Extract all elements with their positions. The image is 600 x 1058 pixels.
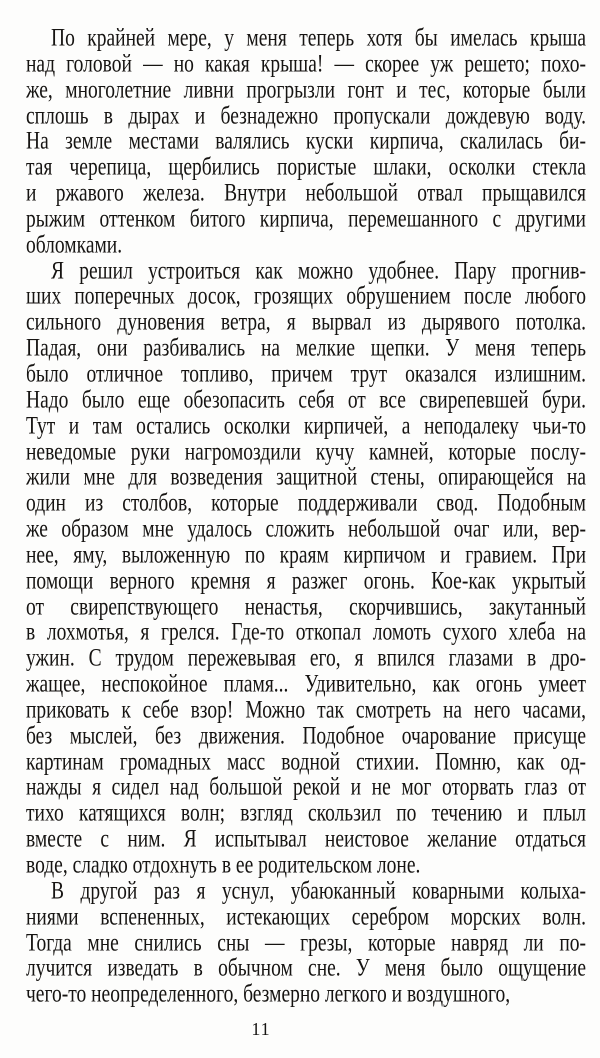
text-line: помощи верного кремня я разжег огонь. Кое-как укрытый xyxy=(26,567,586,595)
text-line: от свирепствующего ненастья, скорчившись, закутанный xyxy=(26,593,586,621)
text-line: чего-то неопределенного, безмерно легкого и воздушного, xyxy=(26,980,511,1009)
text-line: же образом мне удалось сложить небольшой очаг или, вер- xyxy=(26,515,586,544)
text-line: тихо катящихся волн; взгляд скользил по течению и плыл xyxy=(26,800,586,828)
text-line: нажды я сидел над большой рекой и не мог оторвать глаз от xyxy=(26,774,586,802)
text-line: ужин. С трудом пережевывая его, я впился глазами в дро- xyxy=(26,644,586,673)
paragraph xyxy=(26,259,586,879)
text-line: картинам громадных масс водной стихии. Помню, как од- xyxy=(26,748,586,776)
text-line: жащее, неспокойное пламя... Удивительно, как огонь умеет xyxy=(26,670,586,699)
text-line: без мыслей, без движения. Подобное очарование присуще xyxy=(26,722,586,750)
text-line: Надо было еще обезопасить себя от все свирепевшей бури. xyxy=(26,386,586,414)
text-line: жили мне для возведения защитной стены, опирающейся на xyxy=(26,464,586,492)
text-line: нее, яму, выложенную по краям кирпичом и гравием. При xyxy=(26,541,586,569)
text-line: Тогда мне снились сны — грезы, которые навряд ли по- xyxy=(26,929,586,957)
text-line: один из столбов, которые поддерживали свод. Подобным xyxy=(26,489,586,518)
text-line: приковать к себе взор! Можно так смотреть на него часами, xyxy=(26,696,586,724)
text-line: неведомые руки нагромоздили кучу камней, которые послу- xyxy=(26,438,586,466)
text-line: воде, сладко отдохнуть в ее родительском лоне. xyxy=(26,851,421,880)
text-line: рыжим оттенком битого кирпича, перемешанного с другими xyxy=(26,205,586,233)
text-line: вместе с ним. Я испытывал неистовое желание отдаться xyxy=(26,825,586,854)
page-text xyxy=(26,26,586,1008)
text-line: над головой — но какая крыша! — скорее уж решето; похо- xyxy=(26,50,586,78)
text-line: же, многолетние ливни прогрызли гонт и тес, которые были xyxy=(26,76,586,104)
page-number: 11 xyxy=(251,1019,271,1039)
text-line: обломками. xyxy=(26,231,123,259)
text-line: было отличное топливо, причем трут оказался излишним. xyxy=(26,360,586,388)
text-line: По крайней мере, у меня теперь хотя бы имелась крыша xyxy=(51,24,586,53)
paragraph xyxy=(26,879,586,1008)
text-line: ниями вспененных, истекающих серебром морских волн. xyxy=(26,903,586,931)
text-line: Падая, они разбивались на мелкие щепки. У меня теперь xyxy=(26,334,586,363)
text-line: ших поперечных досок, грозящих обрушением после любого xyxy=(26,283,586,311)
text-line: сильного дуновения ветра, я вырвал из дырявого потолка. xyxy=(26,309,586,337)
text-line: в лохмотья, я грелся. Где-то откопал ломоть сухого хлеба на xyxy=(26,619,586,647)
text-line: На земле местами валялись куски кирпича, скалилась би- xyxy=(26,128,586,156)
text-line: В другой раз я уснул, убаюканный коварными колыха- xyxy=(51,877,586,905)
text-line: Тут и там остались осколки кирпичей, а неподалеку чьи-то xyxy=(26,412,586,440)
text-line: Я решил устроиться как можно удобнее. Пару прогнив- xyxy=(51,257,586,285)
text-line: сплошь в дырах и безнадежно пропускали дождевую воду. xyxy=(26,102,586,130)
paragraph xyxy=(26,26,586,259)
text-line: лучится изведать в обычном сне. У меня было ощущение xyxy=(26,955,586,983)
text-line: тая черепица, щербились пористые шлаки, осколки стекла xyxy=(26,153,586,182)
text-line: и ржавого железа. Внутри небольшой отвал прыщавился xyxy=(26,179,586,208)
